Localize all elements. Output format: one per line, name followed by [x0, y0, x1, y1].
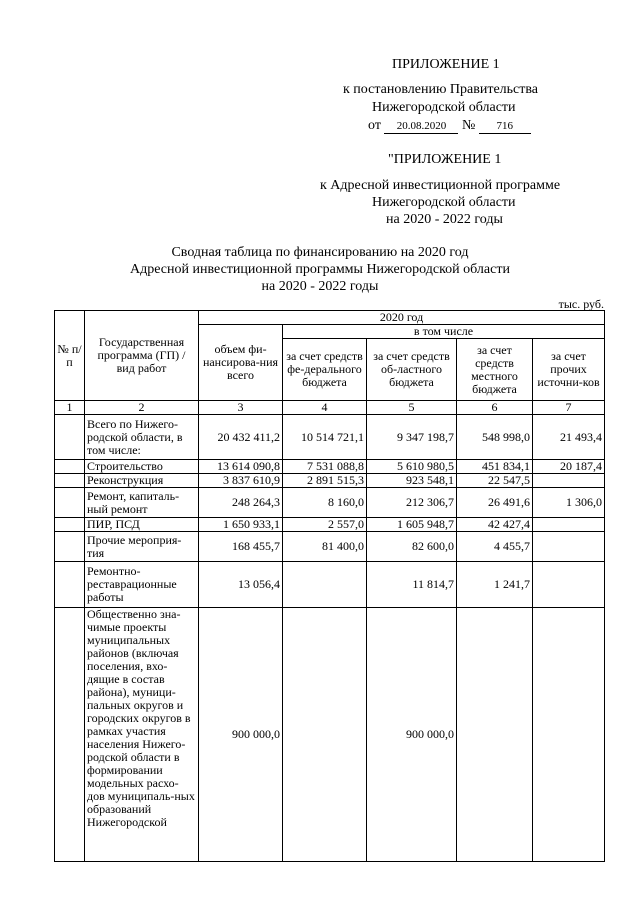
row-name: ПИР, ПСД: [85, 518, 199, 532]
cell-other: [533, 518, 605, 532]
row-name: Ремонтно-реставрационные работы: [85, 562, 199, 608]
cell-regional: 82 600,0: [367, 532, 457, 562]
table-row-public-projects: [55, 608, 605, 862]
row-num: [55, 532, 85, 562]
cell-federal: 7 531 088,8: [283, 460, 367, 474]
row-num: [55, 474, 85, 488]
cell-other: [533, 532, 605, 562]
col-header-total: объем фи-нансирова-ния всего: [199, 325, 283, 401]
table-row-construction: [55, 460, 605, 474]
resolution-line: к постановлению Правительства: [343, 82, 539, 97]
cell-total: 900 000,0: [199, 608, 283, 862]
cell-total: 168 455,7: [199, 532, 283, 562]
col-header-program: Государственная программа (ГП) / вид работ: [85, 311, 199, 401]
row-num: [55, 415, 85, 460]
region-line: Нижегородской области: [372, 100, 516, 115]
table-row-total: [55, 415, 605, 460]
date-number-line: [368, 117, 531, 134]
cell-total: 13 056,4: [199, 562, 283, 608]
cell-regional: 923 548,1: [367, 474, 457, 488]
cell-total: 13 614 090,8: [199, 460, 283, 474]
table-row-other-activities: [55, 532, 605, 562]
cell-regional: 5 610 980,5: [367, 460, 457, 474]
cell-other: 1 306,0: [533, 488, 605, 518]
col-number: 6: [457, 401, 533, 415]
financing-table: [54, 310, 605, 862]
table-row-reconstruction: [55, 474, 605, 488]
row-num: [55, 562, 85, 608]
cell-other: [533, 474, 605, 488]
row-num: [55, 460, 85, 474]
cell-local: 22 547,5: [457, 474, 533, 488]
appendix-title: ПРИЛОЖЕНИЕ 1: [392, 57, 500, 72]
col-header-local: за счет средств местного бюджета: [457, 339, 533, 401]
row-name: Общественно зна-чимые проекты муниципальных районов (включая поселения, вхо-дящие в состав района), муници-пальных округов и городских округов в рамках участия населения Нижего-родской области в формировании модельных расхо-дов муниципаль-ных образований Нижегородской: [85, 608, 199, 862]
cell-federal: 2 891 515,3: [283, 474, 367, 488]
cell-federal: [283, 562, 367, 608]
col-number: 7: [533, 401, 605, 415]
cell-local: 26 491,6: [457, 488, 533, 518]
cell-federal: 8 160,0: [283, 488, 367, 518]
row-num: [55, 608, 85, 862]
cell-local: 1 241,7: [457, 562, 533, 608]
row-name: Прочие мероприя-тия: [85, 532, 199, 562]
table-row-design: [55, 518, 605, 532]
row-name: Ремонт, капиталь-ный ремонт: [85, 488, 199, 518]
col-number: 2: [85, 401, 199, 415]
col-number: 1: [55, 401, 85, 415]
cell-local: 42 427,4: [457, 518, 533, 532]
col-header-federal: за счет средств фе-дерального бюджета: [283, 339, 367, 401]
col-header-regional: за счет средств об-ластного бюджета: [367, 339, 457, 401]
column-number-row: [55, 401, 605, 415]
cell-total: 248 264,3: [199, 488, 283, 518]
row-num: [55, 488, 85, 518]
cell-federal: 81 400,0: [283, 532, 367, 562]
region-line-2: Нижегородской области: [372, 195, 516, 210]
resolution-date: 20.08.2020: [384, 120, 458, 134]
unit-label: тыс. руб.: [558, 297, 604, 311]
col-number: 5: [367, 401, 457, 415]
number-label: №: [461, 118, 476, 133]
cell-federal: 2 557,0: [283, 518, 367, 532]
appendix-title-2: "ПРИЛОЖЕНИЕ 1: [388, 152, 502, 167]
col-number: 4: [283, 401, 367, 415]
cell-local: 548 998,0: [457, 415, 533, 460]
cell-local: 451 834,1: [457, 460, 533, 474]
row-num: [55, 518, 85, 532]
cell-total: 1 650 933,1: [199, 518, 283, 532]
cell-regional: 212 306,7: [367, 488, 457, 518]
cell-other: [533, 608, 605, 862]
cell-other: 20 187,4: [533, 460, 605, 474]
row-name: Всего по Нижего-родской области, в том числе:: [85, 415, 199, 460]
table-row-restoration: [55, 562, 605, 608]
table-title-line2: Адресной инвестиционной программы Нижегородской области: [130, 262, 510, 277]
cell-total: 20 432 411,2: [199, 415, 283, 460]
cell-regional: 900 000,0: [367, 608, 457, 862]
cell-regional: 9 347 198,7: [367, 415, 457, 460]
table-title-line3: на 2020 - 2022 годы: [261, 279, 379, 294]
row-name: Реконструкция: [85, 474, 199, 488]
program-line: к Адресной инвестиционной программе: [320, 178, 561, 193]
col-number: 3: [199, 401, 283, 415]
cell-other: 21 493,4: [533, 415, 605, 460]
col-header-other: за счет прочих источни-ков: [533, 339, 605, 401]
from-label: от: [368, 118, 381, 133]
cell-regional: 11 814,7: [367, 562, 457, 608]
cell-local: [457, 608, 533, 862]
cell-federal: 10 514 721,1: [283, 415, 367, 460]
col-header-including: в том числе: [283, 325, 605, 339]
cell-federal: [283, 608, 367, 862]
cell-local: 4 455,7: [457, 532, 533, 562]
table-row-repair: [55, 488, 605, 518]
table-title-line1: Сводная таблица по финансированию на 2020 год: [171, 245, 469, 260]
cell-total: 3 837 610,9: [199, 474, 283, 488]
col-header-year: 2020 год: [199, 311, 605, 325]
resolution-number: 716: [479, 120, 531, 134]
years-line: на 2020 - 2022 годы: [386, 212, 503, 227]
col-header-num: № п/п: [55, 311, 85, 401]
row-name: Строительство: [85, 460, 199, 474]
cell-regional: 1 605 948,7: [367, 518, 457, 532]
cell-other: [533, 562, 605, 608]
